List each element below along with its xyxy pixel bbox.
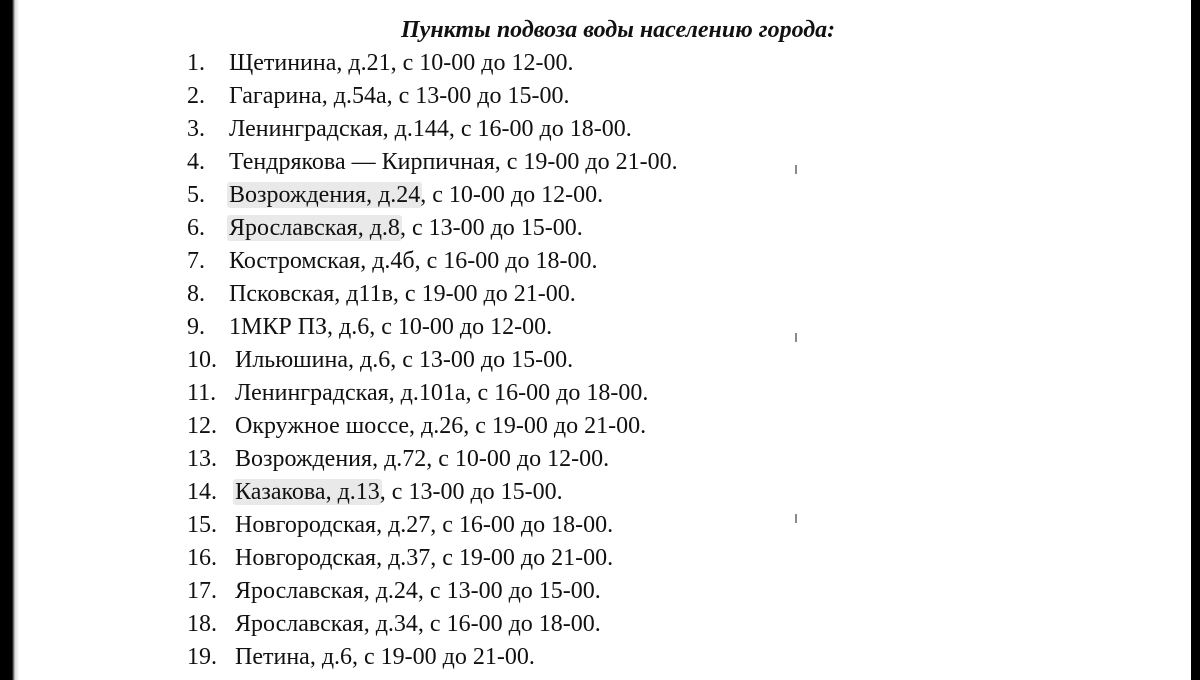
item-number: 16. <box>187 545 217 571</box>
scan-speck <box>795 333 797 342</box>
item-schedule: Псковская, д11в, с 19-00 до 21-00. <box>229 281 576 307</box>
item-number: 18. <box>187 611 217 637</box>
item-schedule: Тендрякова — Кирпичная, с 19-00 до 21-00. <box>229 149 678 175</box>
item-text <box>229 179 603 212</box>
item-schedule: 1МКР ПЗ, д.6, с 10-00 до 12-00. <box>229 314 553 340</box>
item-text <box>229 80 569 113</box>
item-text <box>235 410 646 443</box>
item-text <box>229 113 632 146</box>
item-text <box>235 443 609 476</box>
item-schedule: Новгородская, д.37, с 19-00 до 21-00. <box>235 545 614 571</box>
item-schedule: Петина, д.6, с 19-00 до 21-00. <box>235 644 535 670</box>
scanned-page <box>9 0 1191 680</box>
item-text <box>229 245 597 278</box>
document-title: Пункты подвоза воды населению города: <box>401 17 836 43</box>
item-number: 5. <box>187 182 205 208</box>
item-schedule: Окружное шоссе, д.26, с 19-00 до 21-00. <box>235 413 647 439</box>
item-number: 9. <box>187 314 205 340</box>
scan-edge-shadow <box>9 0 19 680</box>
scan-speck <box>795 165 797 174</box>
item-text <box>229 47 573 80</box>
item-number: 14. <box>187 479 217 505</box>
item-schedule: Ярославская, д.24, с 13-00 до 15-00. <box>235 578 601 604</box>
item-schedule: Ильюшина, д.6, с 13-00 до 15-00. <box>235 347 574 373</box>
item-schedule: Новгородская, д.27, с 16-00 до 18-00. <box>235 512 614 538</box>
item-schedule: Гагарина, д.54а, с 13-00 до 15-00. <box>229 83 570 109</box>
item-schedule: Щетинина, д.21, с 10-00 до 12-00. <box>229 50 574 76</box>
item-text <box>235 344 573 377</box>
item-schedule: , с 10-00 до 12-00. <box>420 182 604 208</box>
item-text <box>229 278 576 311</box>
item-number: 12. <box>187 413 217 439</box>
item-number: 10. <box>187 347 217 373</box>
item-number: 15. <box>187 512 217 538</box>
item-number: 7. <box>187 248 205 274</box>
item-schedule: Ленинградская, д.101а, с 16-00 до 18-00. <box>235 380 649 406</box>
item-text <box>235 608 601 641</box>
item-text <box>229 311 552 344</box>
item-text <box>235 476 563 509</box>
item-number: 2. <box>187 83 205 109</box>
item-number: 11. <box>187 380 217 406</box>
highlighted-address: Возрождения, д.24 <box>229 182 421 208</box>
item-number: 6. <box>187 215 205 241</box>
item-text <box>235 542 613 575</box>
item-number: 1. <box>187 50 205 76</box>
item-number: 19. <box>187 644 217 670</box>
item-schedule: Костромская, д.4б, с 16-00 до 18-00. <box>229 248 598 274</box>
item-schedule: Возрождения, д.72, с 10-00 до 12-00. <box>235 446 610 472</box>
item-text <box>235 641 535 674</box>
item-text <box>235 377 648 410</box>
highlighted-address: Ярославская, д.8 <box>229 215 400 241</box>
item-number: 3. <box>187 116 205 142</box>
item-schedule: Ленинградская, д.144, с 16-00 до 18-00. <box>229 116 632 142</box>
scan-speck <box>795 514 797 523</box>
item-text <box>235 509 613 542</box>
highlighted-address: Казакова, д.13 <box>235 479 380 505</box>
item-number: 13. <box>187 446 217 472</box>
item-number: 8. <box>187 281 205 307</box>
item-schedule: , с 13-00 до 15-00. <box>379 479 563 505</box>
item-number: 17. <box>187 578 217 604</box>
item-text <box>229 146 678 179</box>
item-text <box>229 212 583 245</box>
item-text <box>235 575 601 608</box>
item-schedule: , с 13-00 до 15-00. <box>399 215 583 241</box>
item-schedule: Ярославская, д.34, с 16-00 до 18-00. <box>235 611 601 637</box>
item-number: 4. <box>187 149 205 175</box>
